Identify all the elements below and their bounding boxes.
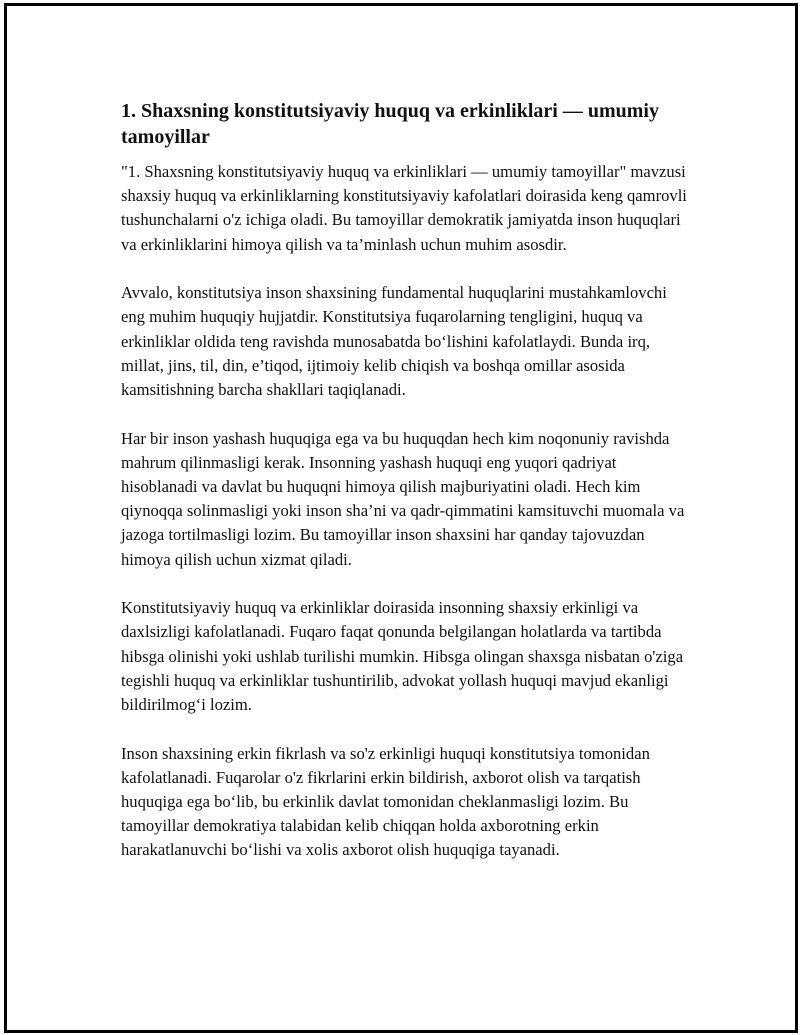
paragraph-2: Avvalo, konstitutsiya inson shaxsining fundamental huquqlarini mustahkamlovchi eng muhim huquqiy hujjatdir. Konstitutsiya fuqarolarning tengligini, huquq va erkinliklar oldida teng ravishda munosabatda bo‘lishini kafolatlaydi. Bunda irq, millat, jins, til, din, e’tiqod, ijtimoiy kelib chiqish va boshqa omillar asosida kamsitishning barcha shakllari taqiqlanadi.: [121, 283, 667, 400]
document-title: 1. Shaxsning konstitutsiyaviy huquq va erkinliklari — umumiy tamoyillar: [121, 100, 659, 148]
paragraph-1: "1. Shaxsning konstitutsiyaviy huquq va erkinliklari — umumiy tamoyillar" mavzusi shaxsiy huquq va erkinliklarning konstitutsiyaviy kafolatlari doirasida keng qamrovli tushunchalarni o'z ichiga oladi. Bu tamoyillar demokratik jamiyatda inson huquqlari va erkinliklarini himoya qilish va ta’minlash uchun muhim asosdir.: [121, 162, 687, 254]
paragraph-3: Har bir inson yashash huquqiga ega va bu huquqdan hech kim noqonuniy ravishda mahrum qilinmasligi kerak. Insonning yashash huquqi eng yuqori qadriyat hisoblanadi va davlat bu huquqni himoya qilish majburiyatini oladi. Hech kim qiynoqqa solinmasligi yoki inson sha’ni va qadr-qimmatini kamsituvchi muomala va jazoga tortilmasligi lozim. Bu tamoyillar inson shaxsini har qanday tajovuzdan himoya qilish uchun xizmat qiladi.: [121, 428, 685, 569]
paragraph-4: Konstitutsiyaviy huquq va erkinliklar doirasida insonning shaxsiy erkinligi va daxlsizligi kafolatlanadi. Fuqaro faqat qonunda belgilangan holatlarda va tartibda hibsga olinishi yoki ushlab turilishi mumkin. Hibsga olingan shaxsga nisbatan o'ziga tegishli huquq va erkinliklar tushuntirilib, advokat yollash huquqi mavjud ekanligi bildirilmog‘i lozim.: [121, 598, 684, 715]
paragraph-5: Inson shaxsining erkin fikrlash va so'z erkinligi huquqi konstitutsiya tomonidan kafolatlanadi. Fuqarolar o'z fikrlarini erkin bildirish, axborot olish va tarqatish huquqiga ega bo‘lib, bu erkinlik davlat tomonidan cheklanmasligi lozim. Bu tamoyillar demokratiya talabidan kelib chiqqan holda axborotning erkin harakatlanuvchi bo‘lishi va xolis axborot olish huquqiga tayanadi.: [121, 743, 650, 860]
page-frame: [4, 3, 798, 1033]
document-body: [121, 98, 691, 887]
